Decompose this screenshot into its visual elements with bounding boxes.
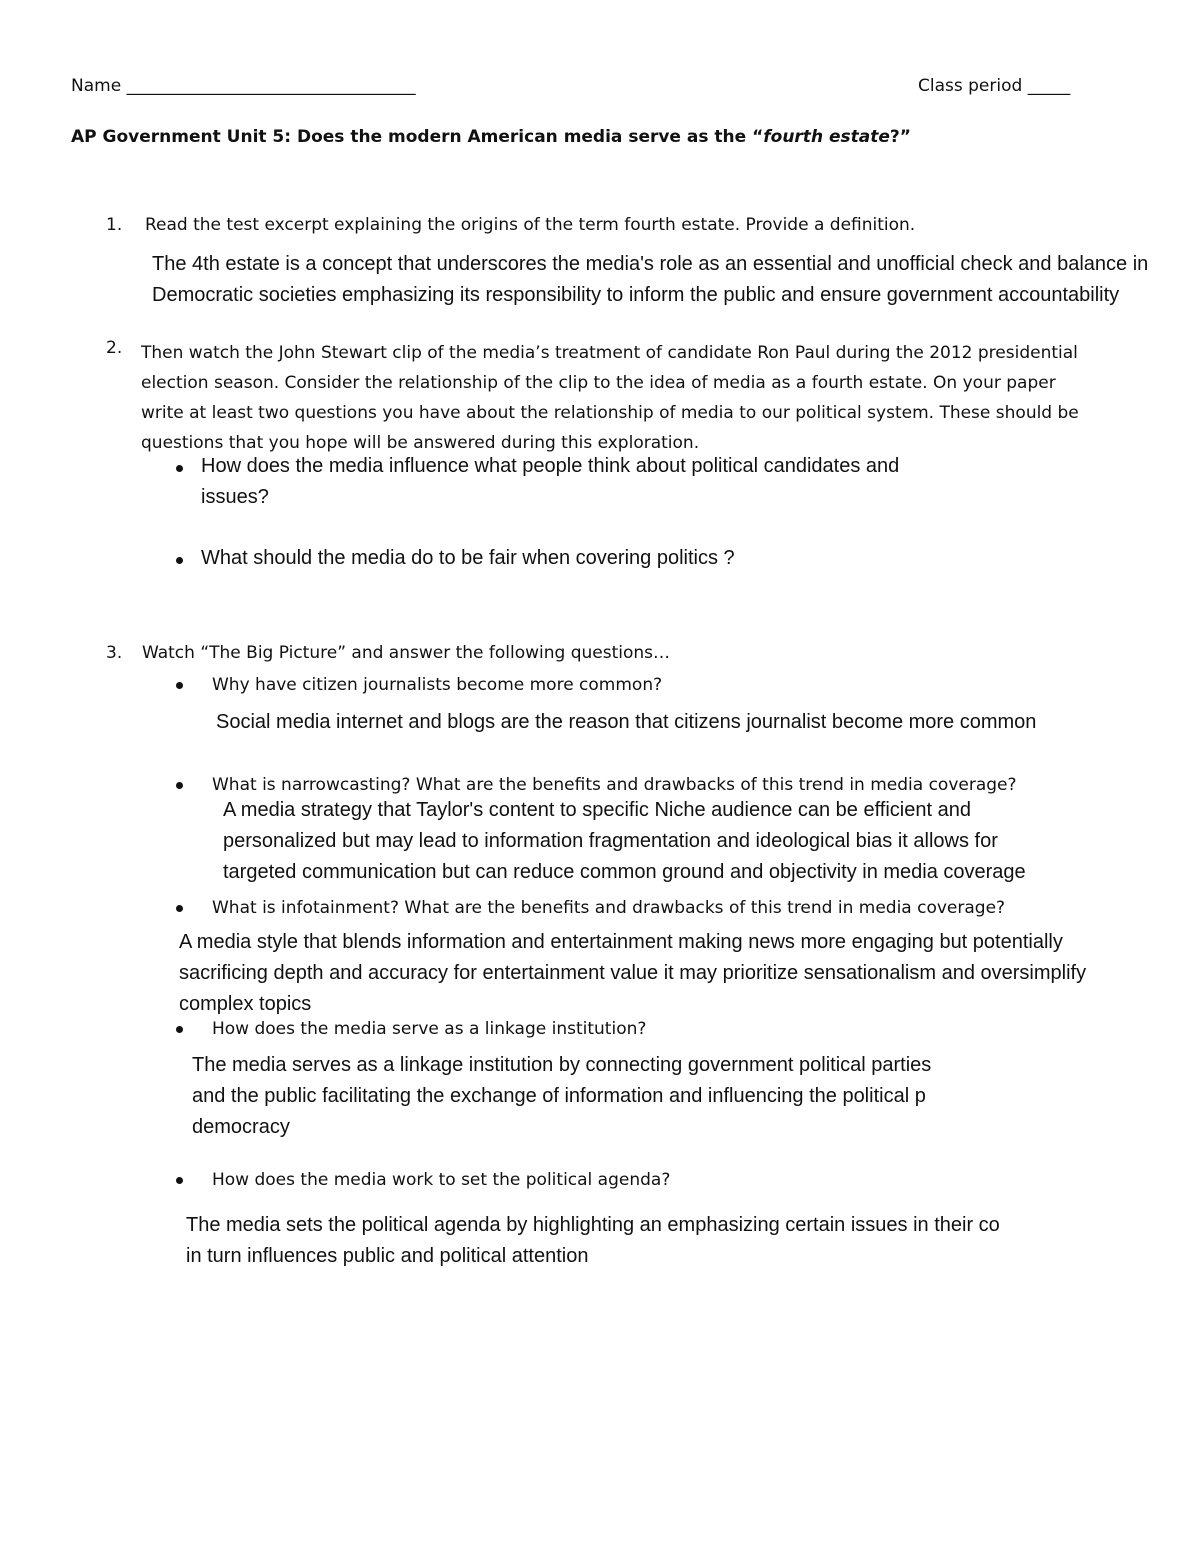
bullet-icon [176,557,183,564]
name-field-row [71,76,416,96]
bullet-icon [176,1026,183,1033]
q3-answer-line: A media strategy that Taylor's content to specific Niche audience can be efficient and [223,799,971,821]
q3-item-question: What is infotainment? What are the benefits and drawbacks of this trend in media coverage? [212,898,1006,918]
title-italic: fourth estate [763,127,890,147]
q3-item-answer[interactable] [192,1050,952,1146]
q2-prompt [141,338,1079,458]
q3-answer-line: and the public facilitating the exchange of information and influencing the political p [192,1085,926,1107]
q3-item-question: What is narrowcasting? What are the benefits and drawbacks of this trend in media coverage? [212,775,1017,795]
q3-prompt: Watch “The Big Picture” and answer the following questions… [142,643,671,663]
q3-item-question: How does the media work to set the political agenda? [212,1170,671,1190]
q2-answer-2[interactable] [201,543,735,574]
q3-item-question: Why have citizen journalists become more common? [212,675,663,695]
q2-prompt-line: Then watch the John Stewart clip of the media’s treatment of candidate Ron Paul during the 2012 presidential [141,343,1078,363]
q2-prompt-line: write at least two questions you have about the relationship of media to our political system. These should be [141,403,1079,423]
q3-answer-line: A media style that blends information and entertainment making news more engaging but potentially [179,931,1063,953]
q3-item-answer[interactable] [179,927,1086,1020]
q2-answer-line: How does the media influence what people think about political candidates and [201,455,900,477]
q3-answer-line: The media sets the political agenda by highlighting an emphasizing certain issues in their co [186,1214,1000,1236]
bullet-icon [176,905,183,912]
q1-answer-line: The 4th estate is a concept that underscores the media's role as an essential and unofficial check and balance in [152,253,1149,275]
q3-answer-line: democracy [192,1116,290,1138]
name-blank-line[interactable]: __________________________________ [126,76,416,96]
q3-item-question: How does the media serve as a linkage institution? [212,1019,647,1039]
q2-answer-1[interactable] [201,451,899,513]
name-label: Name [71,76,127,96]
q1-prompt: Read the test excerpt explaining the origins of the term fourth estate. Provide a definition. [145,215,916,235]
bullet-icon [176,682,183,689]
q3-item-answer[interactable] [186,1210,1016,1274]
q3-item-answer[interactable] [223,795,1026,888]
bullet-icon [176,465,183,472]
title-prefix: AP Government Unit 5: Does the modern American media serve as the “ [71,127,764,147]
class-period-blank-line[interactable]: _____ [1027,76,1071,96]
bullet-icon [176,782,183,789]
q2-answer-line: issues? [201,486,269,508]
q3-answer-line: The media serves as a linkage institution by connecting government political parties [192,1054,932,1076]
q3-answer-line: targeted communication but can reduce common ground and objectivity in media coverage [223,861,1026,883]
q1-number: 1. [106,215,123,235]
q2-number: 2. [106,338,123,358]
q3-answer-line: complex topics [179,993,312,1015]
q3-answer-line: sacrificing depth and accuracy for entertainment value it may prioritize sensationalism and oversimplify [179,962,1087,984]
class-period-field-row [918,76,1070,96]
title-suffix: ?” [889,127,911,147]
bullet-icon [176,1177,183,1184]
q3-item-answer[interactable] [216,707,1036,738]
page-title [71,127,911,147]
q3-answer-line: Social media internet and blogs are the reason that citizens journalist become more common [216,711,1037,733]
q3-answer-line: in turn influences public and political attention [186,1245,589,1267]
class-period-label: Class period [918,76,1028,96]
q2-answer-line: What should the media do to be fair when covering politics ? [201,547,735,569]
q1-answer[interactable] [152,249,1148,311]
q2-prompt-line: election season. Consider the relationship of the clip to the idea of media as a fourth estate. On your paper [141,373,1056,393]
q3-answer-line: personalized but may lead to information fragmentation and ideological bias it allows for [223,830,998,852]
q3-number: 3. [106,643,123,663]
q1-answer-line: Democratic societies emphasizing its responsibility to inform the public and ensure government accountability [152,284,1120,306]
q2-prompt-line: questions that you hope will be answered during this exploration. [141,433,700,453]
